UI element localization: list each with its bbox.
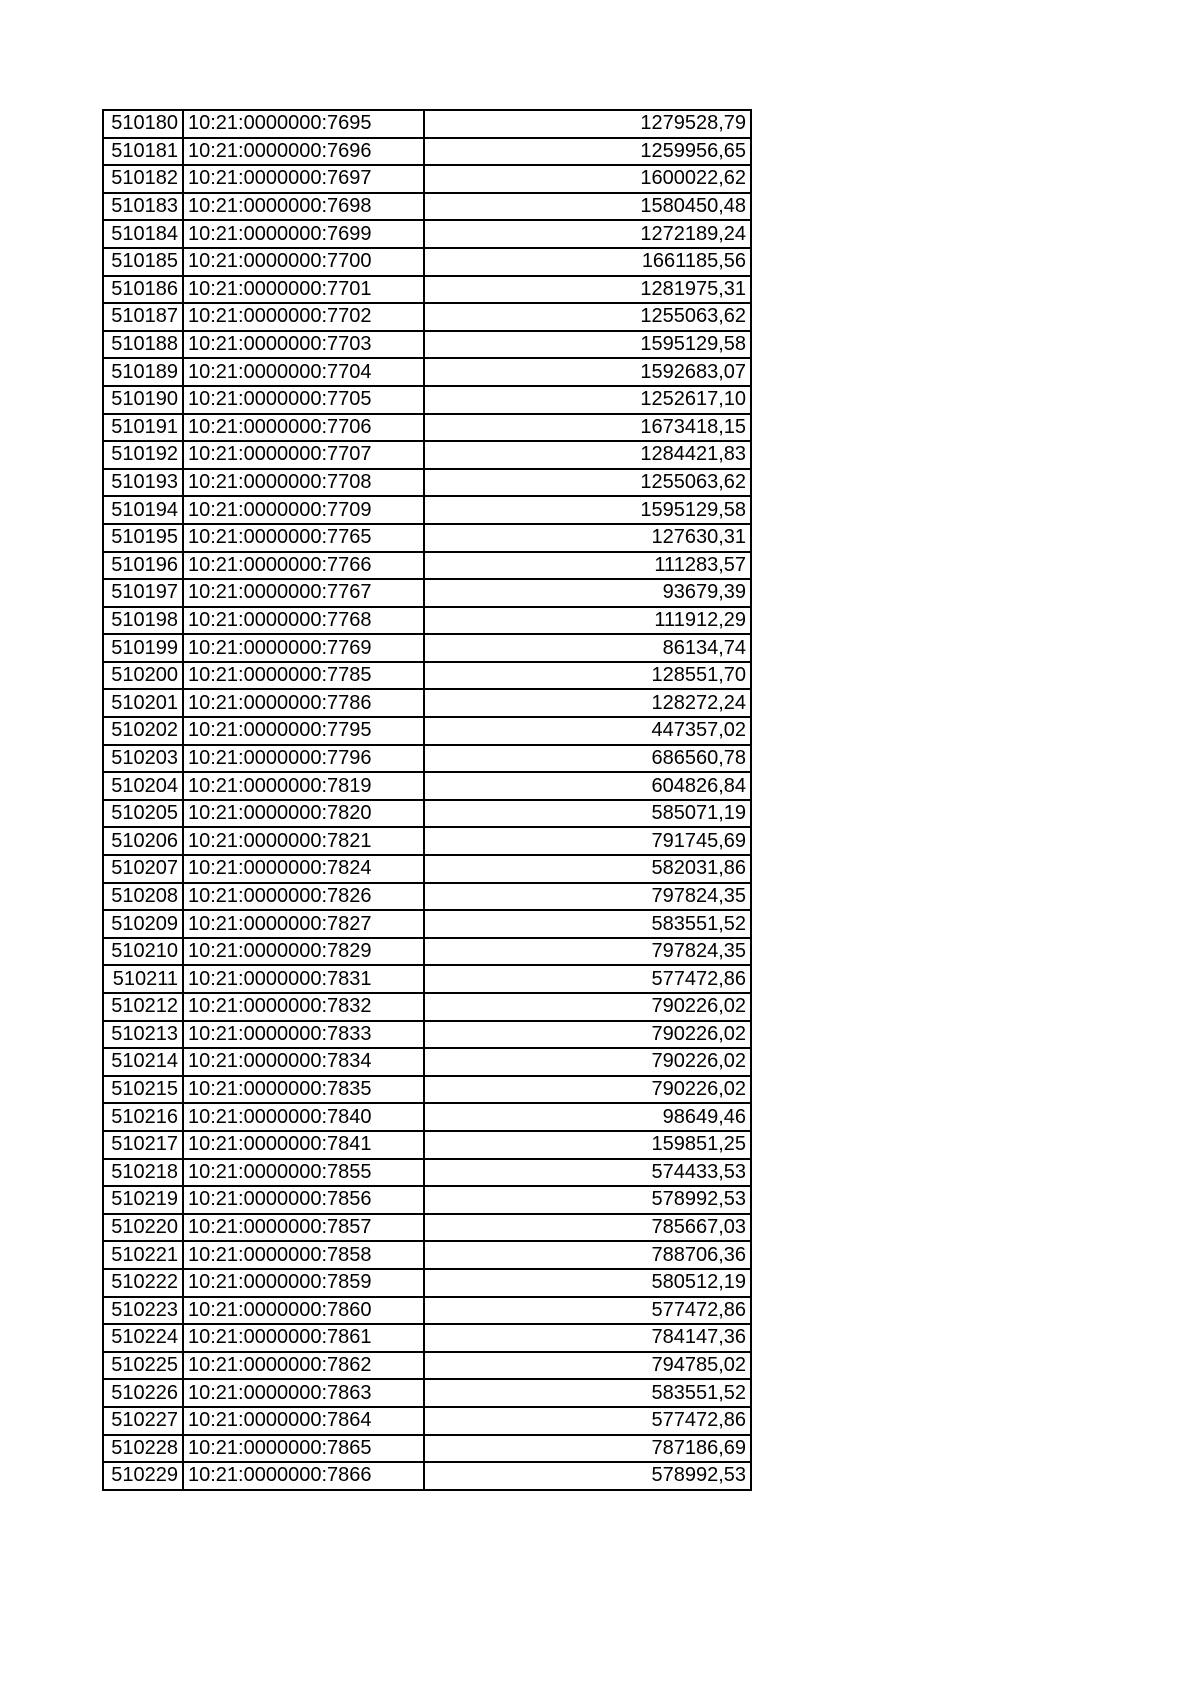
cadastral-number-cell: 10:21:0000000:7840 <box>183 1103 424 1131</box>
cadastral-number-cell: 10:21:0000000:7786 <box>183 689 424 717</box>
cadastral-number-cell: 10:21:0000000:7834 <box>183 1048 424 1076</box>
table-row <box>103 910 751 938</box>
table-row <box>103 1076 751 1104</box>
table-row <box>103 1379 751 1407</box>
table-row <box>103 358 751 386</box>
row-id-cell: 510201 <box>103 689 183 717</box>
table-row <box>103 1214 751 1242</box>
amount-cell: 98649,46 <box>424 1103 751 1131</box>
amount-cell: 790226,02 <box>424 1048 751 1076</box>
table-row <box>103 1103 751 1131</box>
cadastral-number-cell: 10:21:0000000:7707 <box>183 441 424 469</box>
amount-cell: 583551,52 <box>424 910 751 938</box>
cadastral-number-cell: 10:21:0000000:7857 <box>183 1214 424 1242</box>
row-id-cell: 510229 <box>103 1462 183 1490</box>
cadastral-number-cell: 10:21:0000000:7827 <box>183 910 424 938</box>
cadastral-number-cell: 10:21:0000000:7833 <box>183 1021 424 1049</box>
table-row <box>103 883 751 911</box>
table-row <box>103 1021 751 1049</box>
table-row <box>103 469 751 497</box>
row-id-cell: 510193 <box>103 469 183 497</box>
table-row <box>103 220 751 248</box>
amount-cell: 797824,35 <box>424 883 751 911</box>
row-id-cell: 510189 <box>103 358 183 386</box>
row-id-cell: 510198 <box>103 607 183 635</box>
table-row <box>103 1297 751 1325</box>
amount-cell: 447357,02 <box>424 717 751 745</box>
amount-cell: 1279528,79 <box>424 110 751 138</box>
table-row <box>103 634 751 662</box>
cadastral-number-cell: 10:21:0000000:7766 <box>183 552 424 580</box>
row-id-cell: 510205 <box>103 800 183 828</box>
row-id-cell: 510203 <box>103 745 183 773</box>
amount-cell: 111283,57 <box>424 552 751 580</box>
amount-cell: 1255063,62 <box>424 469 751 497</box>
cadastral-number-cell: 10:21:0000000:7860 <box>183 1297 424 1325</box>
table-row <box>103 1269 751 1297</box>
row-id-cell: 510228 <box>103 1435 183 1463</box>
cadastral-number-cell: 10:21:0000000:7821 <box>183 827 424 855</box>
amount-cell: 93679,39 <box>424 579 751 607</box>
table-row <box>103 938 751 966</box>
cadastral-number-cell: 10:21:0000000:7841 <box>183 1131 424 1159</box>
amount-cell: 1580450,48 <box>424 193 751 221</box>
row-id-cell: 510223 <box>103 1297 183 1325</box>
cadastral-number-cell: 10:21:0000000:7706 <box>183 414 424 442</box>
row-id-cell: 510186 <box>103 276 183 304</box>
cadastral-number-cell: 10:21:0000000:7831 <box>183 965 424 993</box>
amount-cell: 1592683,07 <box>424 358 751 386</box>
cadastral-number-cell: 10:21:0000000:7708 <box>183 469 424 497</box>
cadastral-number-cell: 10:21:0000000:7859 <box>183 1269 424 1297</box>
row-id-cell: 510218 <box>103 1159 183 1187</box>
table-row <box>103 496 751 524</box>
amount-cell: 797824,35 <box>424 938 751 966</box>
cadastral-number-cell: 10:21:0000000:7709 <box>183 496 424 524</box>
table-row <box>103 579 751 607</box>
table-row <box>103 414 751 442</box>
amount-cell: 577472,86 <box>424 1297 751 1325</box>
cadastral-number-cell: 10:21:0000000:7864 <box>183 1407 424 1435</box>
amount-cell: 86134,74 <box>424 634 751 662</box>
amount-cell: 1595129,58 <box>424 496 751 524</box>
table-row <box>103 607 751 635</box>
row-id-cell: 510194 <box>103 496 183 524</box>
row-id-cell: 510199 <box>103 634 183 662</box>
cadastral-number-cell: 10:21:0000000:7858 <box>183 1241 424 1269</box>
amount-cell: 790226,02 <box>424 1076 751 1104</box>
table-row <box>103 993 751 1021</box>
amount-cell: 582031,86 <box>424 855 751 883</box>
row-id-cell: 510219 <box>103 1186 183 1214</box>
row-id-cell: 510184 <box>103 220 183 248</box>
cadastral-number-cell: 10:21:0000000:7765 <box>183 524 424 552</box>
amount-cell: 578992,53 <box>424 1462 751 1490</box>
row-id-cell: 510207 <box>103 855 183 883</box>
table-row <box>103 1048 751 1076</box>
amount-cell: 127630,31 <box>424 524 751 552</box>
amount-cell: 686560,78 <box>424 745 751 773</box>
cadastral-number-cell: 10:21:0000000:7826 <box>183 883 424 911</box>
amount-cell: 1661185,56 <box>424 248 751 276</box>
cadastral-number-cell: 10:21:0000000:7702 <box>183 303 424 331</box>
table-row <box>103 689 751 717</box>
amount-cell: 577472,86 <box>424 965 751 993</box>
table-row <box>103 1324 751 1352</box>
table-row <box>103 276 751 304</box>
cadastral-number-cell: 10:21:0000000:7705 <box>183 386 424 414</box>
amount-cell: 790226,02 <box>424 993 751 1021</box>
row-id-cell: 510192 <box>103 441 183 469</box>
cadastral-number-cell: 10:21:0000000:7861 <box>183 1324 424 1352</box>
table-row <box>103 1241 751 1269</box>
row-id-cell: 510187 <box>103 303 183 331</box>
row-id-cell: 510209 <box>103 910 183 938</box>
table-row <box>103 552 751 580</box>
table-row <box>103 772 751 800</box>
row-id-cell: 510180 <box>103 110 183 138</box>
table-row <box>103 800 751 828</box>
cadastral-number-cell: 10:21:0000000:7703 <box>183 331 424 359</box>
table-row <box>103 855 751 883</box>
cadastral-number-cell: 10:21:0000000:7866 <box>183 1462 424 1490</box>
amount-cell: 1284421,83 <box>424 441 751 469</box>
row-id-cell: 510211 <box>103 965 183 993</box>
cadastral-number-cell: 10:21:0000000:7768 <box>183 607 424 635</box>
cadastral-number-cell: 10:21:0000000:7697 <box>183 165 424 193</box>
cadastral-number-cell: 10:21:0000000:7767 <box>183 579 424 607</box>
table-row <box>103 248 751 276</box>
amount-cell: 788706,36 <box>424 1241 751 1269</box>
table-row <box>103 745 751 773</box>
amount-cell: 1259956,65 <box>424 138 751 166</box>
cadastral-number-cell: 10:21:0000000:7824 <box>183 855 424 883</box>
table-row <box>103 165 751 193</box>
row-id-cell: 510190 <box>103 386 183 414</box>
row-id-cell: 510208 <box>103 883 183 911</box>
amount-cell: 128272,24 <box>424 689 751 717</box>
amount-cell: 604826,84 <box>424 772 751 800</box>
cadastral-number-cell: 10:21:0000000:7701 <box>183 276 424 304</box>
cadastral-number-cell: 10:21:0000000:7704 <box>183 358 424 386</box>
row-id-cell: 510195 <box>103 524 183 552</box>
row-id-cell: 510212 <box>103 993 183 1021</box>
row-id-cell: 510213 <box>103 1021 183 1049</box>
table-row <box>103 827 751 855</box>
cadastral-number-cell: 10:21:0000000:7865 <box>183 1435 424 1463</box>
row-id-cell: 510221 <box>103 1241 183 1269</box>
cadastral-number-cell: 10:21:0000000:7820 <box>183 800 424 828</box>
table-row <box>103 441 751 469</box>
row-id-cell: 510224 <box>103 1324 183 1352</box>
row-id-cell: 510202 <box>103 717 183 745</box>
amount-cell: 794785,02 <box>424 1352 751 1380</box>
row-id-cell: 510200 <box>103 662 183 690</box>
amount-cell: 128551,70 <box>424 662 751 690</box>
cadastral-number-cell: 10:21:0000000:7832 <box>183 993 424 1021</box>
table-body <box>103 110 751 1490</box>
table-row <box>103 193 751 221</box>
amount-cell: 1281975,31 <box>424 276 751 304</box>
cadastral-number-cell: 10:21:0000000:7769 <box>183 634 424 662</box>
table-row <box>103 138 751 166</box>
row-id-cell: 510216 <box>103 1103 183 1131</box>
cadastral-number-cell: 10:21:0000000:7795 <box>183 717 424 745</box>
amount-cell: 785667,03 <box>424 1214 751 1242</box>
amount-cell: 1272189,24 <box>424 220 751 248</box>
table-row <box>103 1462 751 1490</box>
row-id-cell: 510191 <box>103 414 183 442</box>
row-id-cell: 510226 <box>103 1379 183 1407</box>
cadastral-number-cell: 10:21:0000000:7785 <box>183 662 424 690</box>
cadastral-number-cell: 10:21:0000000:7835 <box>183 1076 424 1104</box>
table-row <box>103 110 751 138</box>
amount-cell: 578992,53 <box>424 1186 751 1214</box>
amount-cell: 583551,52 <box>424 1379 751 1407</box>
cadastral-number-cell: 10:21:0000000:7819 <box>183 772 424 800</box>
spreadsheet-page <box>102 109 752 1491</box>
table-row <box>103 965 751 993</box>
row-id-cell: 510206 <box>103 827 183 855</box>
row-id-cell: 510217 <box>103 1131 183 1159</box>
row-id-cell: 510183 <box>103 193 183 221</box>
table-row <box>103 386 751 414</box>
table-row <box>103 662 751 690</box>
cadastral-number-cell: 10:21:0000000:7862 <box>183 1352 424 1380</box>
row-id-cell: 510215 <box>103 1076 183 1104</box>
table-row <box>103 1159 751 1187</box>
amount-cell: 1252617,10 <box>424 386 751 414</box>
amount-cell: 791745,69 <box>424 827 751 855</box>
row-id-cell: 510204 <box>103 772 183 800</box>
row-id-cell: 510196 <box>103 552 183 580</box>
cadastral-number-cell: 10:21:0000000:7855 <box>183 1159 424 1187</box>
amount-cell: 574433,53 <box>424 1159 751 1187</box>
cadastral-number-cell: 10:21:0000000:7796 <box>183 745 424 773</box>
amount-cell: 1673418,15 <box>424 414 751 442</box>
cadastral-number-cell: 10:21:0000000:7698 <box>183 193 424 221</box>
table-row <box>103 1435 751 1463</box>
row-id-cell: 510197 <box>103 579 183 607</box>
table-row <box>103 524 751 552</box>
amount-cell: 787186,69 <box>424 1435 751 1463</box>
cadastral-number-cell: 10:21:0000000:7696 <box>183 138 424 166</box>
cadastral-number-cell: 10:21:0000000:7699 <box>183 220 424 248</box>
table-row <box>103 717 751 745</box>
row-id-cell: 510214 <box>103 1048 183 1076</box>
cadastral-number-cell: 10:21:0000000:7700 <box>183 248 424 276</box>
amount-cell: 577472,86 <box>424 1407 751 1435</box>
row-id-cell: 510188 <box>103 331 183 359</box>
table-row <box>103 1352 751 1380</box>
row-id-cell: 510220 <box>103 1214 183 1242</box>
row-id-cell: 510222 <box>103 1269 183 1297</box>
cadastral-number-cell: 10:21:0000000:7695 <box>183 110 424 138</box>
amount-cell: 790226,02 <box>424 1021 751 1049</box>
cadastral-number-cell: 10:21:0000000:7856 <box>183 1186 424 1214</box>
amount-cell: 1600022,62 <box>424 165 751 193</box>
amount-cell: 585071,19 <box>424 800 751 828</box>
table-row <box>103 1407 751 1435</box>
amount-cell: 1255063,62 <box>424 303 751 331</box>
row-id-cell: 510225 <box>103 1352 183 1380</box>
table-row <box>103 1131 751 1159</box>
row-id-cell: 510210 <box>103 938 183 966</box>
table-row <box>103 303 751 331</box>
amount-cell: 111912,29 <box>424 607 751 635</box>
amount-cell: 1595129,58 <box>424 331 751 359</box>
table-row <box>103 1186 751 1214</box>
row-id-cell: 510185 <box>103 248 183 276</box>
row-id-cell: 510227 <box>103 1407 183 1435</box>
amount-cell: 159851,25 <box>424 1131 751 1159</box>
cadastral-number-cell: 10:21:0000000:7863 <box>183 1379 424 1407</box>
cadastral-number-cell: 10:21:0000000:7829 <box>183 938 424 966</box>
table-row <box>103 331 751 359</box>
row-id-cell: 510182 <box>103 165 183 193</box>
amount-cell: 784147,36 <box>424 1324 751 1352</box>
amount-cell: 580512,19 <box>424 1269 751 1297</box>
data-table <box>102 109 752 1491</box>
row-id-cell: 510181 <box>103 138 183 166</box>
